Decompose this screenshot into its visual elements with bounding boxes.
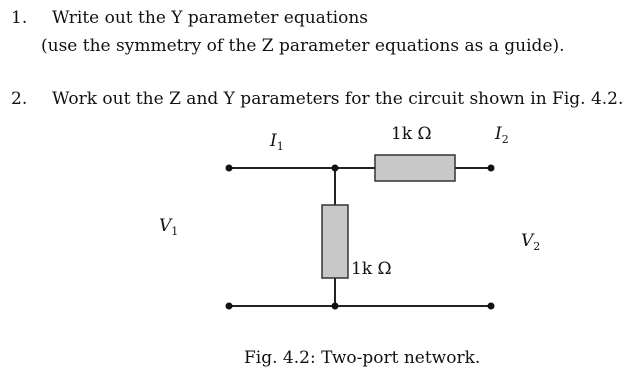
voltage-v2-label [521, 231, 540, 253]
terminal-top-right [488, 165, 495, 172]
current-i2-sub: 2 [501, 133, 509, 146]
junction-top [332, 165, 339, 172]
current-i1-main: I [270, 131, 277, 151]
question-1-line-2: (use the symmetry of the Z parameter equations as a guide). [41, 36, 565, 56]
current-i1-label [269, 131, 284, 153]
shunt-resistor [322, 205, 348, 278]
voltage-v2-main: V [521, 231, 534, 251]
current-i2-label [494, 124, 509, 146]
junction-bottom [332, 303, 339, 310]
voltage-v1-label [159, 216, 178, 238]
voltage-v2-sub: 2 [533, 240, 541, 253]
figure-caption: Fig. 4.2: Two-port network. [244, 348, 481, 368]
terminal-top-left [226, 165, 233, 172]
shunt-resistor-value: 1k Ω [351, 259, 392, 279]
question-1-number: 1. [11, 8, 28, 28]
terminal-bottom-left [226, 303, 233, 310]
series-resistor-value: 1k Ω [391, 124, 432, 144]
voltage-v1-main: V [159, 216, 172, 236]
current-i2-main: I [495, 124, 502, 144]
current-i1-sub: 1 [276, 140, 284, 153]
series-resistor [375, 155, 455, 181]
terminal-bottom-right [488, 303, 495, 310]
question-2-number: 2. [11, 89, 28, 109]
voltage-v1-sub: 1 [171, 225, 179, 238]
question-1-text: Write out the Y parameter equations [52, 8, 368, 28]
question-2-text: Work out the Z and Y parameters for the circuit shown in Fig. 4.2. [52, 89, 624, 109]
